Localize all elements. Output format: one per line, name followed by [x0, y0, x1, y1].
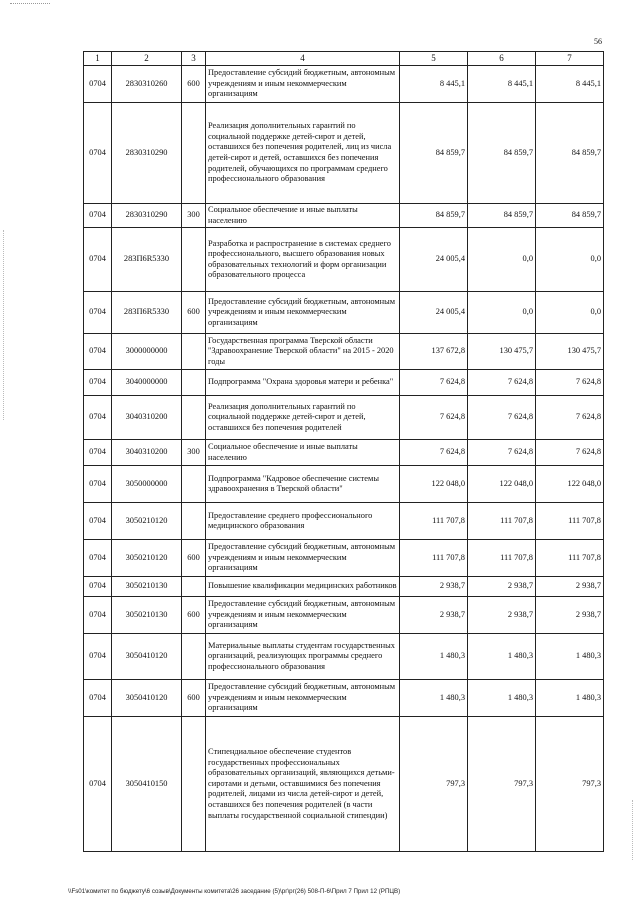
header-col-4: 4 [206, 52, 400, 66]
cell-description: Разработка и распространение в системах среднего профессионального, высшего образования новых образовательных технологий и форм организации образовательного процесса [206, 228, 400, 292]
cell-section: 0704 [84, 680, 112, 717]
cell-amount-2: 84 859,7 [468, 103, 536, 204]
table-row [84, 466, 604, 503]
table-row [84, 634, 604, 680]
cell-amount-2: 0,0 [468, 292, 536, 334]
cell-section: 0704 [84, 577, 112, 597]
cell-amount-1: 7 624,8 [400, 440, 468, 466]
cell-amount-3: 7 624,8 [536, 370, 604, 396]
cell-description: Предоставление субсидий бюджетным, автономным учреждениям и иным некоммерческим организациям [206, 540, 400, 577]
header-col-2: 2 [112, 52, 182, 66]
cell-expense-type [182, 228, 206, 292]
header-col-5: 5 [400, 52, 468, 66]
cell-amount-2: 111 707,8 [468, 503, 536, 540]
cell-amount-1: 2 938,7 [400, 597, 468, 634]
table-row [84, 103, 604, 204]
cell-amount-3: 0,0 [536, 292, 604, 334]
scan-mark-top [10, 3, 50, 5]
cell-amount-1: 797,3 [400, 717, 468, 852]
cell-amount-1: 24 005,4 [400, 228, 468, 292]
cell-amount-2: 1 480,3 [468, 634, 536, 680]
cell-amount-3: 130 475,7 [536, 334, 604, 370]
cell-amount-3: 111 707,8 [536, 540, 604, 577]
cell-section: 0704 [84, 503, 112, 540]
header-col-1: 1 [84, 52, 112, 66]
cell-expense-type [182, 503, 206, 540]
table-row [84, 717, 604, 852]
cell-amount-2: 1 480,3 [468, 680, 536, 717]
table-header-row [84, 52, 604, 66]
cell-expense-type: 300 [182, 204, 206, 228]
cell-target-code: 3050410150 [112, 717, 182, 852]
cell-expense-type [182, 634, 206, 680]
cell-amount-2: 122 048,0 [468, 466, 536, 503]
cell-amount-1: 1 480,3 [400, 680, 468, 717]
cell-section: 0704 [84, 634, 112, 680]
cell-section: 0704 [84, 466, 112, 503]
cell-section: 0704 [84, 204, 112, 228]
cell-expense-type [182, 370, 206, 396]
cell-description: Подпрограмма "Охрана здоровья матери и ребенка" [206, 370, 400, 396]
table-row [84, 204, 604, 228]
cell-target-code: 283П6R5330 [112, 292, 182, 334]
cell-target-code: 3040310200 [112, 440, 182, 466]
cell-target-code: 3050210130 [112, 597, 182, 634]
cell-description: Социальное обеспечение и иные выплаты населению [206, 204, 400, 228]
cell-amount-3: 84 859,7 [536, 103, 604, 204]
cell-amount-2: 797,3 [468, 717, 536, 852]
table-row [84, 680, 604, 717]
cell-expense-type [182, 466, 206, 503]
cell-target-code: 3050210120 [112, 540, 182, 577]
cell-section: 0704 [84, 66, 112, 103]
cell-description: Предоставление субсидий бюджетным, автономным учреждениям и иным некоммерческим организациям [206, 292, 400, 334]
cell-section: 0704 [84, 396, 112, 440]
table-row [84, 597, 604, 634]
table-row [84, 396, 604, 440]
cell-section: 0704 [84, 292, 112, 334]
cell-amount-3: 122 048,0 [536, 466, 604, 503]
cell-target-code: 3000000000 [112, 334, 182, 370]
cell-amount-3: 84 859,7 [536, 204, 604, 228]
cell-amount-3: 797,3 [536, 717, 604, 852]
cell-amount-2: 8 445,1 [468, 66, 536, 103]
cell-amount-3: 7 624,8 [536, 440, 604, 466]
cell-description: Социальное обеспечение и иные выплаты населению [206, 440, 400, 466]
cell-expense-type [182, 717, 206, 852]
cell-expense-type: 600 [182, 540, 206, 577]
header-col-7: 7 [536, 52, 604, 66]
cell-section: 0704 [84, 540, 112, 577]
cell-amount-1: 1 480,3 [400, 634, 468, 680]
cell-description: Стипендиальное обеспечение студентов государственных профессиональных образовательных организаций, являющихся детьми-сиротами и детьми, оставшимися без попечения родителей, лицами из числа детей-сирот и детей, оставшихся без попечения родителей (в части выплаты государственной социальной стипендии) [206, 717, 400, 852]
cell-expense-type [182, 334, 206, 370]
cell-section: 0704 [84, 597, 112, 634]
cell-amount-1: 24 005,4 [400, 292, 468, 334]
cell-amount-1: 137 672,8 [400, 334, 468, 370]
cell-expense-type [182, 577, 206, 597]
cell-description: Предоставление среднего профессионального медицинского образования [206, 503, 400, 540]
cell-amount-1: 7 624,8 [400, 370, 468, 396]
cell-target-code: 283П6R5330 [112, 228, 182, 292]
budget-table [83, 51, 604, 852]
cell-description: Предоставление субсидий бюджетным, автономным учреждениям и иным некоммерческим организациям [206, 680, 400, 717]
cell-amount-3: 2 938,7 [536, 577, 604, 597]
cell-description: Материальные выплаты студентам государственных организаций, реализующих программы среднего профессионального образования [206, 634, 400, 680]
table-row [84, 292, 604, 334]
cell-amount-3: 111 707,8 [536, 503, 604, 540]
cell-amount-1: 84 859,7 [400, 204, 468, 228]
table-row [84, 577, 604, 597]
cell-amount-2: 0,0 [468, 228, 536, 292]
cell-target-code: 3040000000 [112, 370, 182, 396]
cell-amount-3: 8 445,1 [536, 66, 604, 103]
cell-expense-type [182, 396, 206, 440]
cell-expense-type [182, 103, 206, 204]
cell-target-code: 3050210130 [112, 577, 182, 597]
cell-amount-3: 1 480,3 [536, 634, 604, 680]
cell-amount-3: 1 480,3 [536, 680, 604, 717]
table-row [84, 66, 604, 103]
cell-amount-2: 7 624,8 [468, 440, 536, 466]
cell-section: 0704 [84, 440, 112, 466]
cell-expense-type: 300 [182, 440, 206, 466]
cell-description: Реализация дополнительных гарантий по социальной поддержке детей-сирот и детей, оставшихся без попечения родителей, лиц из числа детей-сирот и детей, оставшихся без попечения родителей, обучающихся по программам среднего профессионального образования [206, 103, 400, 204]
cell-amount-1: 84 859,7 [400, 103, 468, 204]
cell-expense-type: 600 [182, 597, 206, 634]
cell-amount-2: 7 624,8 [468, 370, 536, 396]
header-col-6: 6 [468, 52, 536, 66]
table-row [84, 440, 604, 466]
cell-target-code: 3050410120 [112, 680, 182, 717]
table-row [84, 228, 604, 292]
page-number: 56 [594, 37, 602, 46]
file-path-footer: \\Fs01\комитет по бюджету\6 созыв\Документы комитета\26 заседание (5)\рг\рг(26) 508-П-6\Прил 7 Прил 12 (РПЦВ) [68, 888, 401, 895]
cell-description: Реализация дополнительных гарантий по социальной поддержке детей-сирот и детей, оставшихся без попечения родителей [206, 396, 400, 440]
cell-amount-2: 2 938,7 [468, 597, 536, 634]
cell-description: Государственная программа Тверской области "Здравоохранение Тверской области" на 2015 - 2020 годы [206, 334, 400, 370]
scan-mark-left [3, 230, 5, 420]
header-col-3: 3 [182, 52, 206, 66]
cell-target-code: 2830310260 [112, 66, 182, 103]
cell-amount-2: 130 475,7 [468, 334, 536, 370]
cell-section: 0704 [84, 334, 112, 370]
cell-section: 0704 [84, 717, 112, 852]
cell-section: 0704 [84, 103, 112, 204]
table-row [84, 370, 604, 396]
cell-amount-3: 7 624,8 [536, 396, 604, 440]
cell-description: Предоставление субсидий бюджетным, автономным учреждениям и иным некоммерческим организациям [206, 597, 400, 634]
cell-expense-type: 600 [182, 680, 206, 717]
cell-amount-1: 111 707,8 [400, 503, 468, 540]
cell-amount-2: 7 624,8 [468, 396, 536, 440]
cell-expense-type: 600 [182, 292, 206, 334]
cell-target-code: 3050410120 [112, 634, 182, 680]
cell-amount-2: 2 938,7 [468, 577, 536, 597]
cell-amount-1: 2 938,7 [400, 577, 468, 597]
cell-description: Подпрограмма "Кадровое обеспечение системы здравоохранения в Тверской области" [206, 466, 400, 503]
cell-amount-2: 84 859,7 [468, 204, 536, 228]
cell-amount-3: 0,0 [536, 228, 604, 292]
table-row [84, 334, 604, 370]
scan-mark-right [632, 800, 634, 860]
cell-amount-1: 7 624,8 [400, 396, 468, 440]
cell-target-code: 3040310200 [112, 396, 182, 440]
cell-expense-type: 600 [182, 66, 206, 103]
cell-amount-1: 122 048,0 [400, 466, 468, 503]
table-row [84, 540, 604, 577]
cell-amount-1: 111 707,8 [400, 540, 468, 577]
cell-amount-3: 2 938,7 [536, 597, 604, 634]
cell-target-code: 3050210120 [112, 503, 182, 540]
cell-description: Повышение квалификации медицинских работников [206, 577, 400, 597]
cell-amount-2: 111 707,8 [468, 540, 536, 577]
cell-section: 0704 [84, 228, 112, 292]
cell-target-code: 3050000000 [112, 466, 182, 503]
cell-amount-1: 8 445,1 [400, 66, 468, 103]
cell-section: 0704 [84, 370, 112, 396]
cell-target-code: 2830310290 [112, 204, 182, 228]
table-row [84, 503, 604, 540]
cell-target-code: 2830310290 [112, 103, 182, 204]
cell-description: Предоставление субсидий бюджетным, автономным учреждениям и иным некоммерческим организациям [206, 66, 400, 103]
